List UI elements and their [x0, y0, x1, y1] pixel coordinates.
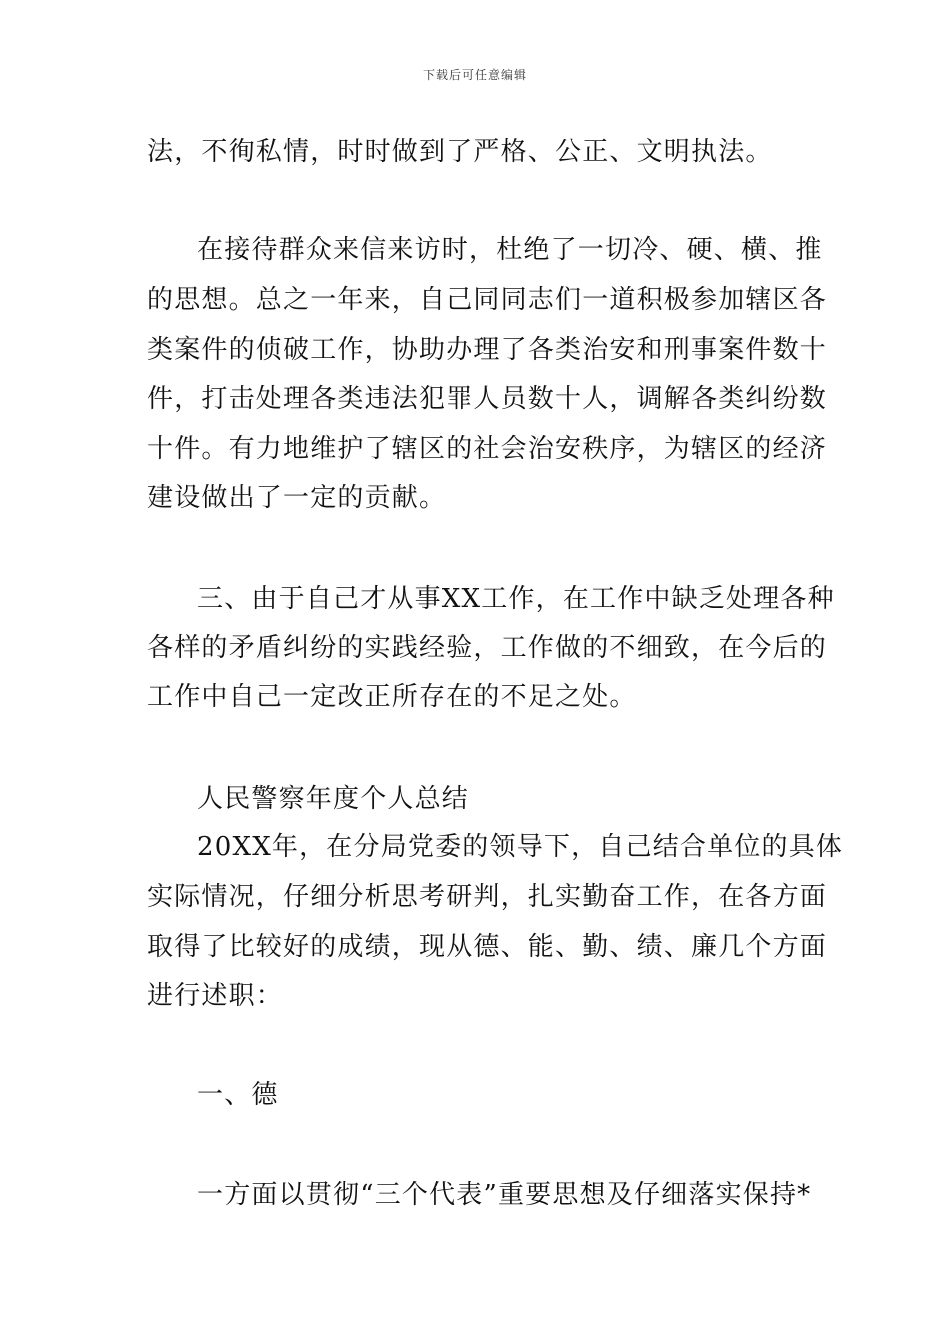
- body-line: 建设做出了一定的贡献。: [147, 483, 447, 513]
- section-title: 人民警察年度个人总结: [197, 784, 470, 814]
- body-line: 类案件的侦破工作，协助办理了各类治安和刑事案件数十: [147, 335, 828, 365]
- body-line: 一方面以贯彻“三个代表”重要思想及仔细落实保持*: [197, 1180, 812, 1210]
- body-line: 工作中自己一定改正所存在的不足之处。: [147, 682, 637, 712]
- section-heading: 一、德: [197, 1080, 279, 1110]
- body-line: 进行述职：: [147, 981, 284, 1011]
- body-line: 取得了比较好的成绩，现从德、能、勤、绩、廉几个方面: [147, 932, 828, 962]
- body-line: 20XX年，在分局党委的领导下，自己结合单位的具体: [197, 832, 844, 862]
- body-line: 各样的矛盾纠纷的实践经验，工作做的不细致，在今后的: [147, 633, 828, 663]
- body-line: 三、由于自己才从事XX工作，在工作中缺乏处理各种: [197, 584, 835, 614]
- body-line: 的思想。总之一年来，自己同同志们一道积极参加辖区各: [147, 285, 828, 315]
- body-line: 实际情况，仔细分析思考研判，扎实勤奋工作，在各方面: [147, 882, 828, 912]
- body-line: 件，打击处理各类违法犯罪人员数十人，调解各类纠纷数: [147, 384, 828, 414]
- body-line: 法，不徇私情，时时做到了严格、公正、文明执法。: [147, 137, 773, 167]
- body-line: 十件。有力地维护了辖区的社会治安秩序，为辖区的经济: [147, 434, 828, 464]
- header-note: 下载后可任意编辑: [422, 68, 527, 82]
- body-line: 在接待群众来信来访时，杜绝了一切冷、硬、横、推: [197, 235, 823, 265]
